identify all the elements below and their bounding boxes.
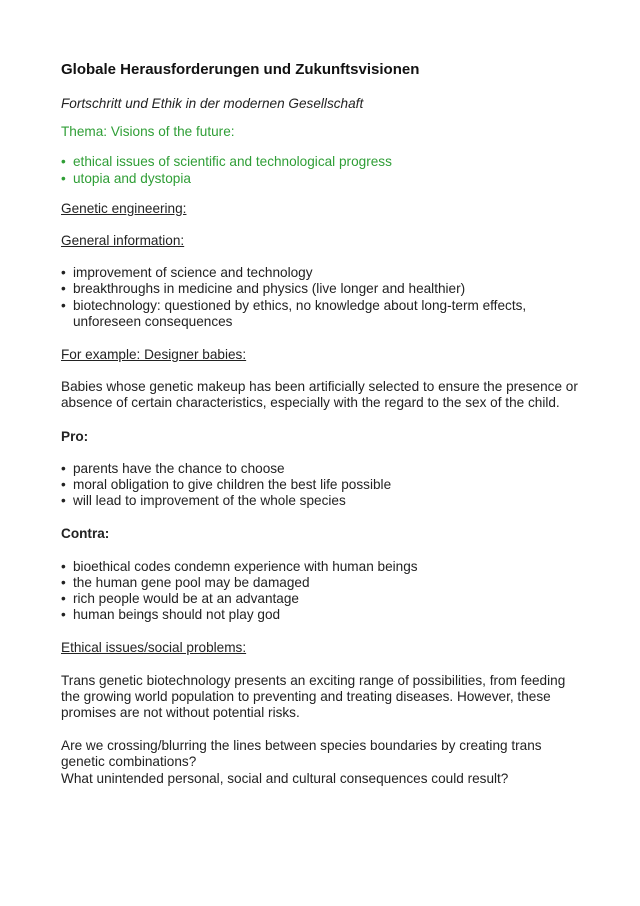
example-paragraph: Babies whose genetic makeup has been artificially selected to ensure the presence or absence of certain characteristics, especially with the regard to the sex of the child. [61,379,578,411]
list-item: • bioethical codes condemn experience with human beings [61,559,581,575]
list-item: • improvement of science and technology [61,265,581,281]
list-item: • the human gene pool may be damaged [61,575,581,591]
list-item: • breakthroughs in medicine and physics (live longer and healthier) [61,281,581,297]
list-item: • utopia and dystopia [61,171,581,187]
question-one: Are we crossing/blurring the lines between species boundaries by creating trans genetic combinations? [61,738,542,770]
pro-list [61,461,581,510]
document-subtitle: Fortschritt und Ethik in der modernen Gesellschaft [61,96,364,111]
pro-heading: Pro: [61,428,89,444]
general-information-heading: General information: [61,233,185,249]
list-item: • biotechnology: questioned by ethics, no knowledge about long-term effects, unforeseen consequences [61,298,581,330]
ethical-paragraph: Trans genetic biotechnology presents an exciting range of possibilities, from feeding the growing world population to preventing and treating diseases. However, these promises are not without potential risks. [61,672,566,721]
genetic-engineering-heading: Genetic engineering: [61,200,187,216]
list-item: • moral obligation to give children the best life possible [61,477,581,493]
document-title: Globale Herausforderungen und Zukunftsvisionen [61,61,420,78]
topics-list [61,154,581,186]
contra-list [61,559,581,624]
list-item: • human beings should not play god [61,607,581,623]
list-item: • ethical issues of scientific and technological progress [61,154,581,170]
list-item: • parents have the chance to choose [61,461,581,477]
document-page [61,60,581,787]
question-two: What unintended personal, social and cultural consequences could result? [61,770,509,786]
general-info-list [61,265,581,330]
contra-heading: Contra: [61,526,110,542]
example-heading: For example: Designer babies: [61,347,247,363]
list-item: • will lead to improvement of the whole species [61,493,581,509]
ethical-issues-heading: Ethical issues/social problems: [61,640,247,656]
list-item: • rich people would be at an advantage [61,591,581,607]
thema-heading: Thema: Visions of the future: [61,124,235,140]
